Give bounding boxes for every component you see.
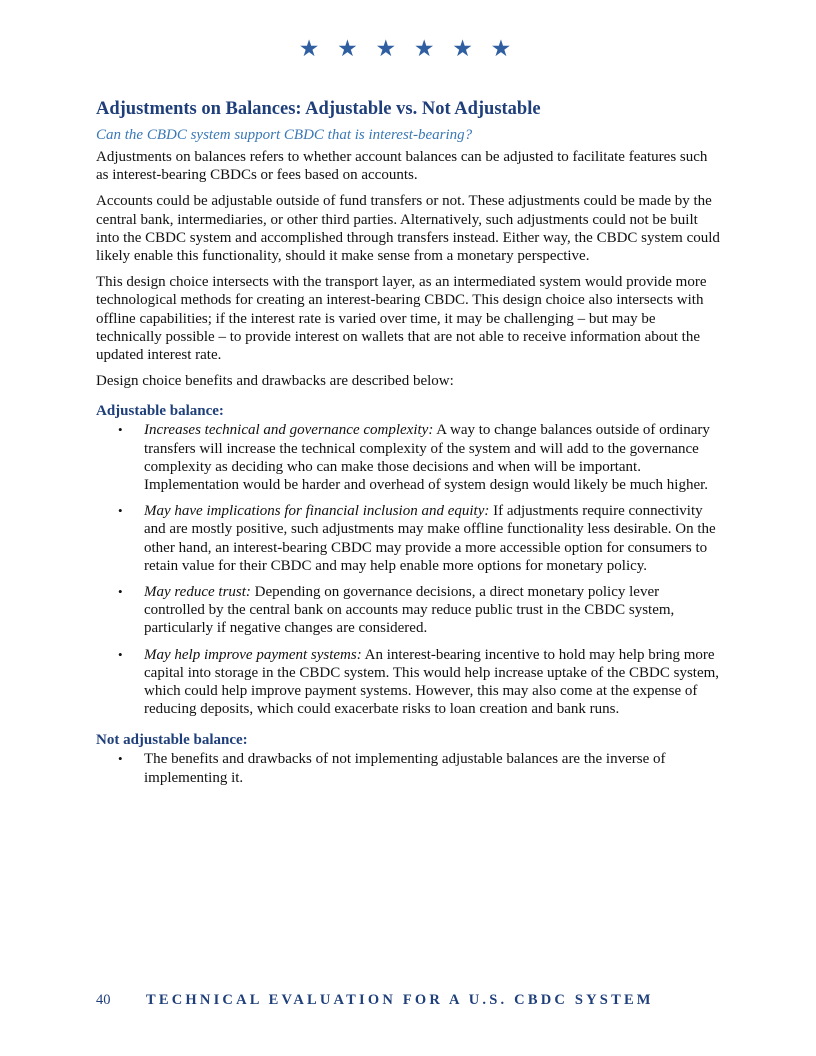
bullet-icon: • (118, 422, 123, 438)
paragraph-accounts: Accounts could be adjustable outside of fund transfers or not. These adjustments could be made by the central bank, intermediaries, or other third parties. Alternatively, such adjustments could not be built into the CBDC system and accomplished through transfers instead. Either way, the CBDC system could likely enable this functionality, should it make sense from a monetary perspective. (96, 193, 720, 265)
item-lead: Increases technical and governance complexity: (144, 422, 434, 439)
bullet-icon: • (118, 584, 123, 600)
item-text: Depending on governance decisions, a direct monetary policy lever controlled by the central bank on accounts may reduce public trust in the CBDC system, particularly if negative changes are considered. (144, 584, 675, 637)
item-text: A way to change balances outside of ordinary transfers will increase the technical complexity of the system and will add to the governance complexity as deciding who can make those decisions and when will be important. Implementation would be harder and overhead of system design would likely be much higher. (144, 422, 710, 494)
section-heading: Adjustments on Balances: Adjustable vs. Not Adjustable (96, 99, 541, 119)
adjustable-list (96, 421, 720, 718)
paragraph-benefits-intro: Design choice benefits and drawbacks are described below: (96, 373, 454, 390)
star-icon: ★ (337, 36, 364, 61)
star-icon: ★ (413, 36, 441, 61)
star-icon: ★ (452, 36, 479, 61)
item-text: The benefits and drawbacks of not implementing adjustable balances are the inverse of implementing it. (144, 751, 666, 786)
not-adjustable-list (96, 750, 720, 786)
footer-title: TECHNICAL EVALUATION FOR A U.S. CBDC SYSTEM (146, 992, 654, 1008)
page-footer (96, 991, 796, 1009)
item-text: An interest-bearing incentive to hold may help bring more capital into storage in the CBDC system. This would help increase uptake of the CBDC system, which could help improve payment systems. However, this may also come at the expense of reducing deposits, which could exacerbate risks to loan creation and bank runs. (144, 646, 720, 718)
list-item (96, 583, 720, 638)
page-number: 40 (96, 992, 111, 1008)
bullet-icon: • (118, 751, 123, 767)
list-item (96, 750, 720, 786)
item-lead: May reduce trust: (144, 584, 251, 601)
item-lead: May have implications for financial inclusion and equity: (144, 503, 490, 520)
subheading-not-adjustable: Not adjustable balance: (96, 732, 248, 749)
star-icon: ★ (375, 36, 403, 61)
paragraph-intro: Adjustments on balances refers to whether account balances can be adjusted to facilitate features such as interest-bearing CBDCs or fees based on accounts. (96, 149, 708, 184)
subheading-adjustable: Adjustable balance: (96, 403, 224, 420)
star-icon: ★ (298, 36, 326, 61)
item-text: If adjustments require connectivity and are mostly positive, such adjustments may make offline functionality less desirable. On the other hand, an interest-bearing CBDC may provide a more accessible option for consumers to retain value for their CBDC and may help enable more options for monetary policy. (144, 503, 716, 574)
bullet-icon: • (118, 503, 123, 519)
item-lead: May help improve payment systems: (144, 646, 362, 663)
bullet-icon: • (118, 646, 123, 662)
list-item (96, 502, 720, 575)
decorative-stars (0, 36, 816, 62)
paragraph-transport: This design choice intersects with the transport layer, as an intermediated system would provide more technological methods for creating an interest-bearing CBDC. This design choice also intersects with offline capabilities; if the interest rate is varied over time, it may be challenging – but may be technically possible – to provide interest on wallets that are not able to receive information about the updated interest rate. (96, 274, 707, 364)
list-item (96, 646, 720, 719)
star-icon: ★ (490, 36, 518, 61)
list-item (96, 421, 720, 494)
section-question: Can the CBDC system support CBDC that is interest-bearing? (96, 127, 473, 143)
page-content (96, 97, 720, 787)
